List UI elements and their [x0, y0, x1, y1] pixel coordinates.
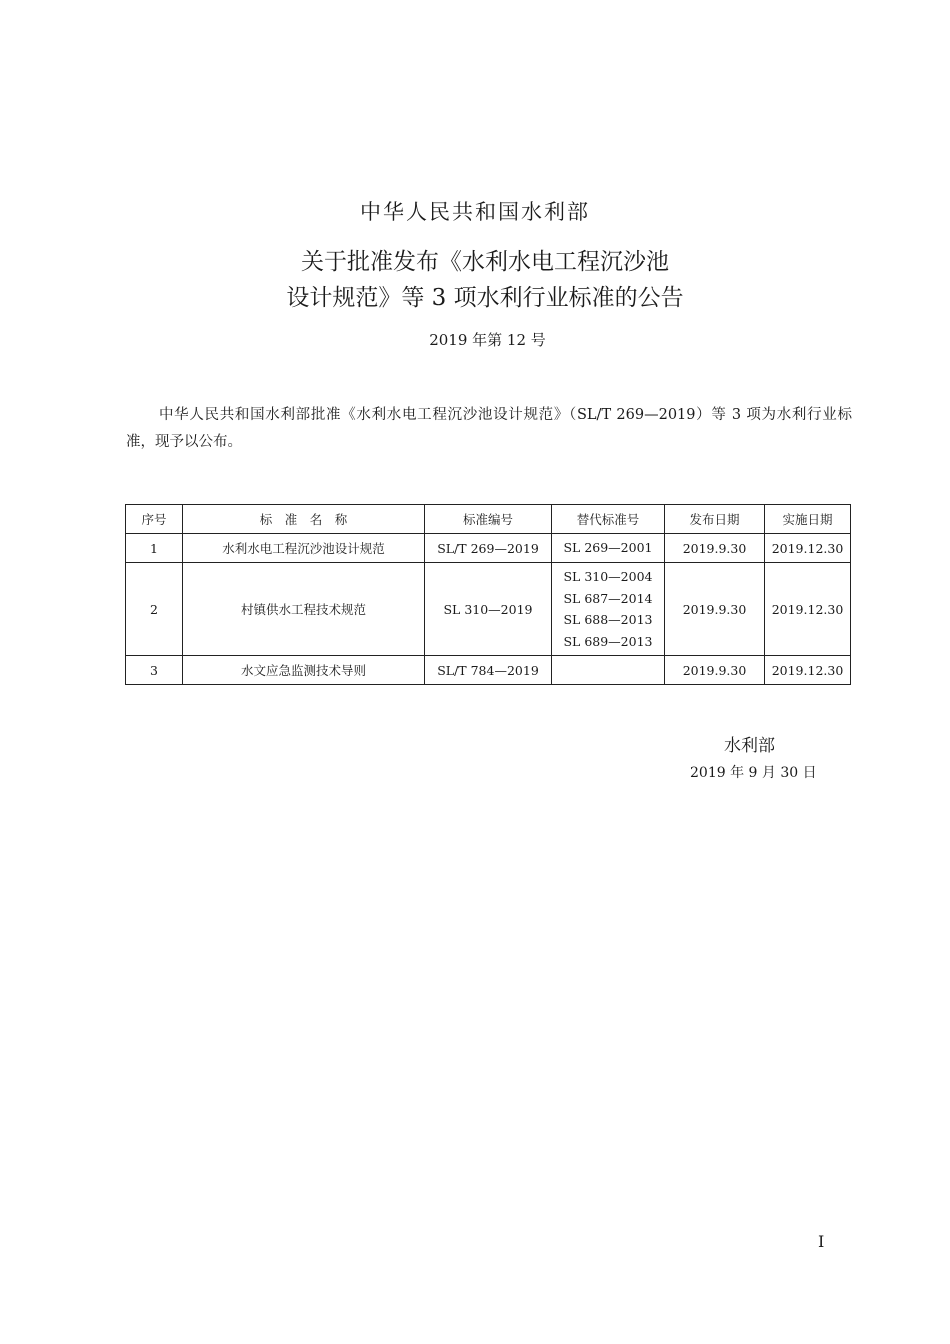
- header-replaced-standard: 替代标准号: [552, 505, 665, 534]
- header-effective-date: 实施日期: [765, 505, 851, 534]
- cell-serial: 1: [126, 534, 183, 563]
- replaced-code: SL 310—2004: [563, 569, 653, 584]
- cell-serial: 2: [126, 563, 183, 656]
- cell-effective-date: 2019.12.30: [765, 534, 851, 563]
- announcement-title: [0, 244, 950, 316]
- cell-replaced-standard: [552, 534, 665, 563]
- cell-standard-code: SL/T 269—2019: [425, 534, 552, 563]
- replaced-code: SL 269—2001: [563, 540, 653, 556]
- page-number: I: [818, 1232, 825, 1251]
- header-publish-date: 发布日期: [665, 505, 765, 534]
- issuer-heading: 中华人民共和国水利部: [360, 200, 590, 224]
- header-standard-code: 标准编号: [425, 505, 552, 534]
- replaced-code: SL 687—2014: [563, 590, 653, 606]
- cell-publish-date: 2019.9.30: [665, 534, 765, 563]
- table-row: [126, 563, 851, 656]
- table-row: [126, 656, 851, 685]
- header-standard-name: 标 准 名 称: [183, 505, 425, 534]
- cell-standard-code: SL 310—2019: [425, 563, 552, 656]
- cell-replaced-standard: [552, 563, 665, 656]
- table-row: [126, 534, 851, 563]
- cell-effective-date: 2019.12.30: [765, 656, 851, 685]
- title-line-2: 设计规范》等 3 项水利行业标准的公告: [286, 285, 684, 311]
- cell-serial: 3: [126, 656, 183, 685]
- cell-standard-code: SL/T 784—2019: [425, 656, 552, 685]
- cell-effective-date: 2019.12.30: [765, 563, 851, 656]
- cell-publish-date: 2019.9.30: [665, 656, 765, 685]
- body-paragraph: 中华人民共和国水利部批准《水利水电工程沉沙池设计规范》（SL/T 269—2019）等 3 项为水利行业标准，现予以公布。: [126, 407, 852, 450]
- cell-standard-name: 水文应急监测技术导则: [183, 656, 425, 685]
- cell-standard-name: 村镇供水工程技术规范: [183, 563, 425, 656]
- signing-organization: 水利部: [724, 736, 775, 756]
- cell-standard-name: 水利水电工程沉沙池设计规范: [183, 534, 425, 563]
- document-number: 2019 年第 12 号: [429, 331, 546, 349]
- table-header-row: [126, 505, 851, 534]
- replaced-code: SL 689—2013: [563, 633, 653, 649]
- header-serial: 序号: [126, 505, 183, 534]
- signing-date: 2019 年 9 月 30 日: [690, 765, 817, 781]
- title-line-1: 关于批准发布《水利水电工程沉沙池: [301, 249, 669, 275]
- cell-replaced-standard: [552, 656, 665, 685]
- cell-publish-date: 2019.9.30: [665, 563, 765, 656]
- replaced-code: SL 688—2013: [563, 612, 653, 627]
- standards-table: [125, 504, 851, 685]
